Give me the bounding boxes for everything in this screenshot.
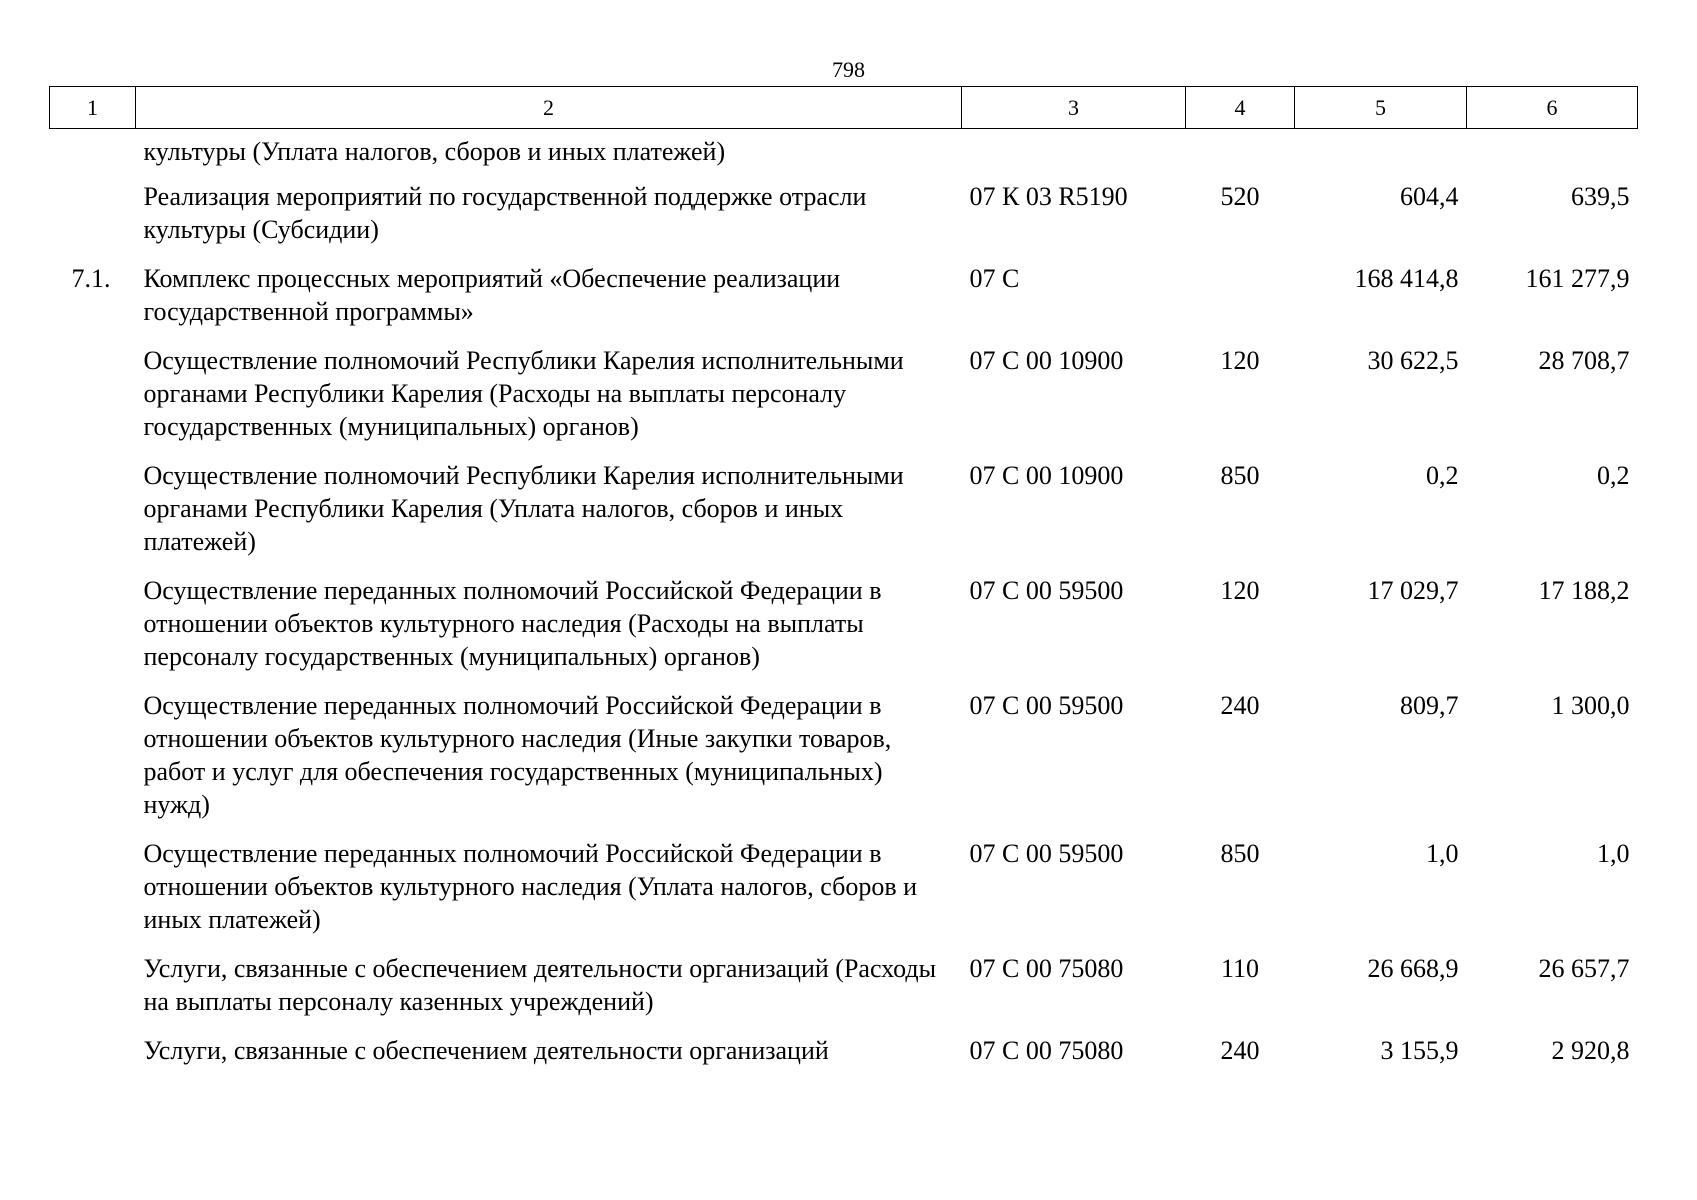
page-number: 798 — [832, 57, 865, 82]
row-expense-type: 850 — [1220, 839, 1260, 868]
row-name: культуры (Уплата налогов, сборов и иных платежей) — [143, 137, 726, 166]
row-amount-col6: 17 188,2 — [1538, 576, 1630, 605]
row-amount-col6: 639,5 — [1571, 182, 1630, 211]
row-amount-col6: 1 300,0 — [1551, 691, 1630, 720]
row-code: 07 С 00 59500 — [969, 576, 1124, 605]
row-name: Осуществление полномочий Республики Карелия исполнительными органами Республики Карелия (Расходы на выплаты персоналу государственных (муниципальных) органов) — [143, 346, 904, 441]
row-number — [50, 1034, 136, 1083]
row-amount-col6: 2 920,8 — [1551, 1036, 1630, 1065]
table-row — [50, 1034, 1638, 1083]
row-code: 07 С 00 59500 — [969, 691, 1124, 720]
column-header-1: 1 — [50, 87, 136, 129]
table-row — [50, 180, 1638, 262]
row-expense-type — [1186, 129, 1295, 181]
row-expense-type: 240 — [1220, 1036, 1260, 1065]
row-amount-col5: 0,2 — [1426, 461, 1459, 490]
table-row — [50, 262, 1638, 344]
header-row — [50, 87, 1638, 129]
row-amount-col6: 28 708,7 — [1538, 346, 1630, 375]
table-row — [50, 129, 1638, 181]
row-number — [50, 129, 136, 181]
row-amount-col5: 26 668,9 — [1367, 954, 1459, 983]
row-expense-type: 520 — [1220, 182, 1260, 211]
row-amount-col5 — [1295, 129, 1467, 181]
row-name: Осуществление переданных полномочий Российской Федерации в отношении объектов культурного наследия (Иные закупки товаров, работ и услуг для обеспечения государственных (муниципальных) нужд) — [143, 691, 892, 819]
row-name: Реализация мероприятий по государственной поддержке отрасли культуры (Субсидии) — [143, 182, 867, 244]
row-amount-col6: 0,2 — [1597, 461, 1630, 490]
row-name: Комплекс процессных мероприятий «Обеспечение реализации государственной программы» — [143, 264, 841, 326]
column-header-3: 3 — [962, 87, 1186, 129]
row-amount-col5: 168 414,8 — [1354, 264, 1459, 293]
row-number — [50, 689, 136, 837]
row-number — [50, 180, 136, 262]
row-name: Услуги, связанные с обеспечением деятельности организаций — [143, 1036, 829, 1065]
row-number — [50, 344, 136, 459]
row-amount-col5: 1,0 — [1426, 839, 1459, 868]
row-number — [50, 459, 136, 574]
row-amount-col6: 1,0 — [1597, 839, 1630, 868]
row-amount-col5: 809,7 — [1400, 691, 1459, 720]
row-number: 7.1. — [71, 264, 111, 293]
row-amount-col5: 17 029,7 — [1367, 576, 1459, 605]
row-expense-type: 110 — [1220, 954, 1260, 983]
row-code — [962, 129, 1186, 181]
column-header-4: 4 — [1186, 87, 1295, 129]
table-row — [50, 459, 1638, 574]
row-code: 07 К 03 R5190 — [969, 182, 1128, 211]
budget-table — [49, 86, 1638, 1083]
row-code: 07 С 00 75080 — [969, 954, 1124, 983]
row-number — [50, 837, 136, 952]
row-code: 07 С — [969, 264, 1020, 293]
row-number — [50, 952, 136, 1034]
row-name: Осуществление полномочий Республики Карелия исполнительными органами Республики Карелия (Уплата налогов, сборов и иных платежей) — [143, 461, 904, 556]
row-amount-col5: 604,4 — [1400, 182, 1459, 211]
table-body — [50, 129, 1638, 1084]
row-amount-col6 — [1467, 129, 1638, 181]
row-expense-type — [1186, 262, 1295, 344]
row-amount-col5: 3 155,9 — [1380, 1036, 1459, 1065]
table-row — [50, 952, 1638, 1034]
table-row — [50, 344, 1638, 459]
column-header-6: 6 — [1467, 87, 1638, 129]
row-expense-type: 120 — [1220, 576, 1260, 605]
column-header-5: 5 — [1295, 87, 1467, 129]
row-name: Осуществление переданных полномочий Российской Федерации в отношении объектов культурного наследия (Уплата налогов, сборов и иных платежей) — [143, 839, 918, 934]
table-row — [50, 837, 1638, 952]
row-amount-col6: 161 277,9 — [1525, 264, 1630, 293]
row-expense-type: 120 — [1220, 346, 1260, 375]
table-row — [50, 689, 1638, 837]
row-code: 07 С 00 59500 — [969, 839, 1124, 868]
row-amount-col6: 26 657,7 — [1538, 954, 1630, 983]
row-code: 07 С 00 10900 — [969, 346, 1124, 375]
column-header-2: 2 — [136, 87, 962, 129]
row-amount-col5: 30 622,5 — [1367, 346, 1459, 375]
row-expense-type: 240 — [1220, 691, 1260, 720]
table-header — [50, 87, 1638, 129]
table-row — [50, 574, 1638, 689]
row-code: 07 С 00 10900 — [969, 461, 1124, 490]
row-code: 07 С 00 75080 — [969, 1036, 1124, 1065]
row-name: Услуги, связанные с обеспечением деятельности организаций (Расходы на выплаты персоналу казенных учреждений) — [143, 954, 937, 1016]
row-name: Осуществление переданных полномочий Российской Федерации в отношении объектов культурного наследия (Расходы на выплаты персоналу государственных (муниципальных) органов) — [143, 576, 882, 671]
row-number — [50, 574, 136, 689]
row-expense-type: 850 — [1220, 461, 1260, 490]
